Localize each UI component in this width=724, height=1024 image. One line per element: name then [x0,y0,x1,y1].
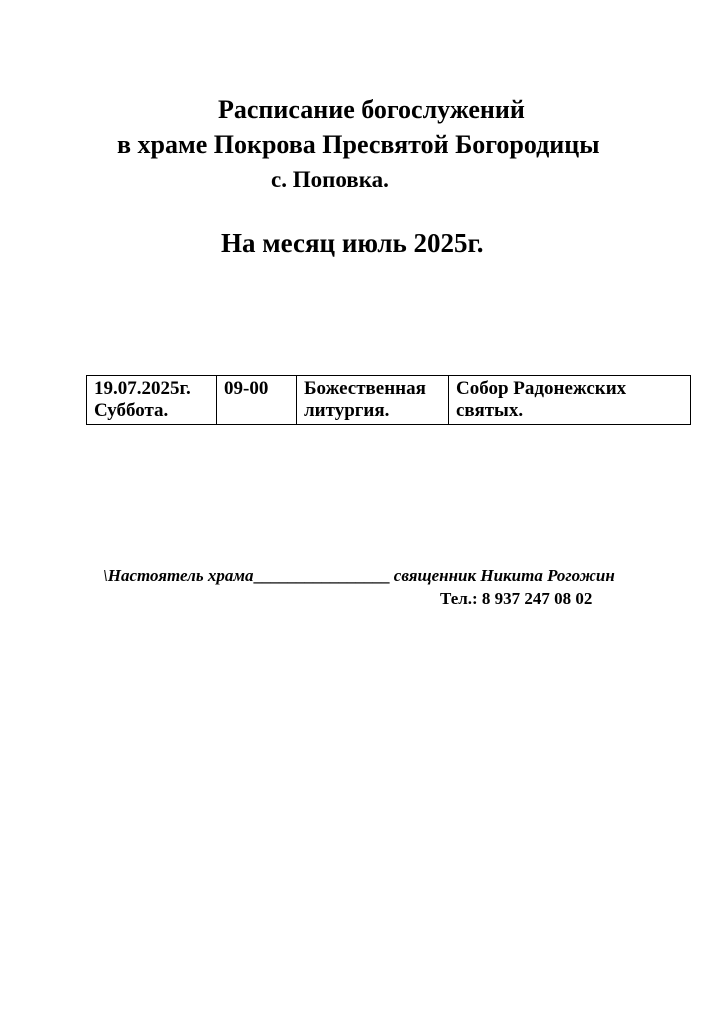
date-text: 19.07.2025г. [94,378,191,399]
schedule-table [86,375,691,425]
phone-number: Тел.: 8 937 247 08 02 [440,589,593,608]
rector-signature-line [103,566,615,586]
time-cell [217,376,297,425]
service-text-line-2: литургия. [304,400,390,421]
rector-label: \Настоятель храма [103,566,254,585]
time-text: 09-00 [224,378,269,399]
feast-text-line-1: Собор Радонежских [456,378,627,399]
schedule-month-heading: На месяц июль 2025г. [221,228,484,258]
feast-cell [449,376,691,425]
rector-name: священник Никита Рогожин [389,566,615,585]
document-title-line-3: с. Поповка. [271,167,389,192]
weekday-text: Суббота. [94,400,169,421]
service-cell [297,376,449,425]
feast-text-line-2: святых. [456,400,524,421]
signature-blank: ________________ [253,566,390,585]
date-cell [87,376,217,425]
table-row [87,376,691,425]
document-title-line-1: Расписание богослужений [218,95,525,124]
document-title-line-2: в храме Покрова Пресвятой Богородицы [117,130,600,159]
service-text-line-1: Божественная [304,378,426,399]
